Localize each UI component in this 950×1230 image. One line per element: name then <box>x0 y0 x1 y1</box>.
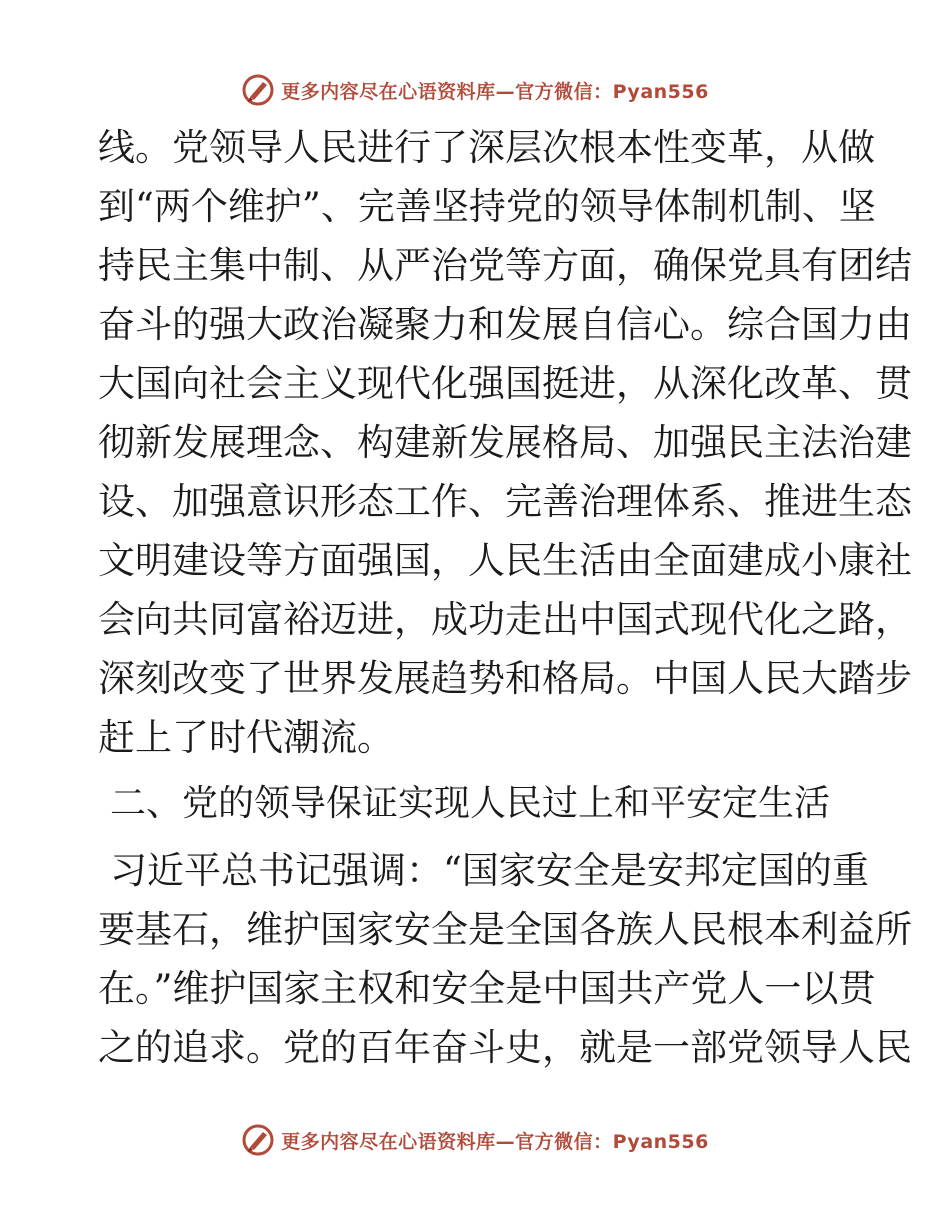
section-heading: 二、党的领导保证实现人民过上和平安定生活 <box>110 783 831 824</box>
paragraph-line: 深刻改变了世界发展趋势和格局。中国人民大踏步 <box>98 657 912 700</box>
paragraph-line: 持民主集中制、从严治党等方面，确保党具有团结 <box>98 244 912 287</box>
header-banner-text: 更多内容尽在心语资料库—官方微信：Pyan556 <box>281 80 709 103</box>
footer-banner <box>0 1120 950 1160</box>
footer-banner-text: 更多内容尽在心语资料库—官方微信：Pyan556 <box>281 1130 709 1153</box>
paragraph-line: 到“两个维护”、完善坚持党的领导体制机制、坚 <box>98 185 876 228</box>
paragraph-line: 要基石，维护国家安全是全国各族人民根本利益所 <box>98 908 912 951</box>
header-banner <box>0 70 950 110</box>
paragraph-line: 线。党领导人民进行了深层次根本性变革，从做 <box>98 126 875 169</box>
paragraph-line: 奋斗的强大政治凝聚力和发展自信心。综合国力由 <box>98 303 912 346</box>
paragraph-line: 设、加强意识形态工作、完善治理体系、推进生态 <box>98 480 912 523</box>
paragraph-line: 之的追求。党的百年奋斗史，就是一部党领导人民 <box>98 1026 912 1069</box>
paragraph-line: 赶上了时代潮流。 <box>98 716 394 759</box>
paragraph-line: 彻新发展理念、构建新发展格局、加强民主法治建 <box>98 421 912 464</box>
pen-logo-icon <box>241 1123 275 1157</box>
paragraph-line: 文明建设等方面强国，人民生活由全面建成小康社 <box>98 539 912 582</box>
paragraph-line: 在。”维护国家主权和安全是中国共产党人一以贯 <box>98 967 876 1010</box>
paragraph-line: 大国向社会主义现代化强国挺进，从深化改革、贯 <box>98 362 912 405</box>
paragraph-line: 习近平总书记强调：“国家安全是安邦定国的重 <box>110 849 869 892</box>
paragraph-line: 会向共同富裕迈进，成功走出中国式现代化之路， <box>98 598 912 641</box>
document-body <box>98 118 912 1077</box>
pen-logo-icon <box>241 73 275 107</box>
